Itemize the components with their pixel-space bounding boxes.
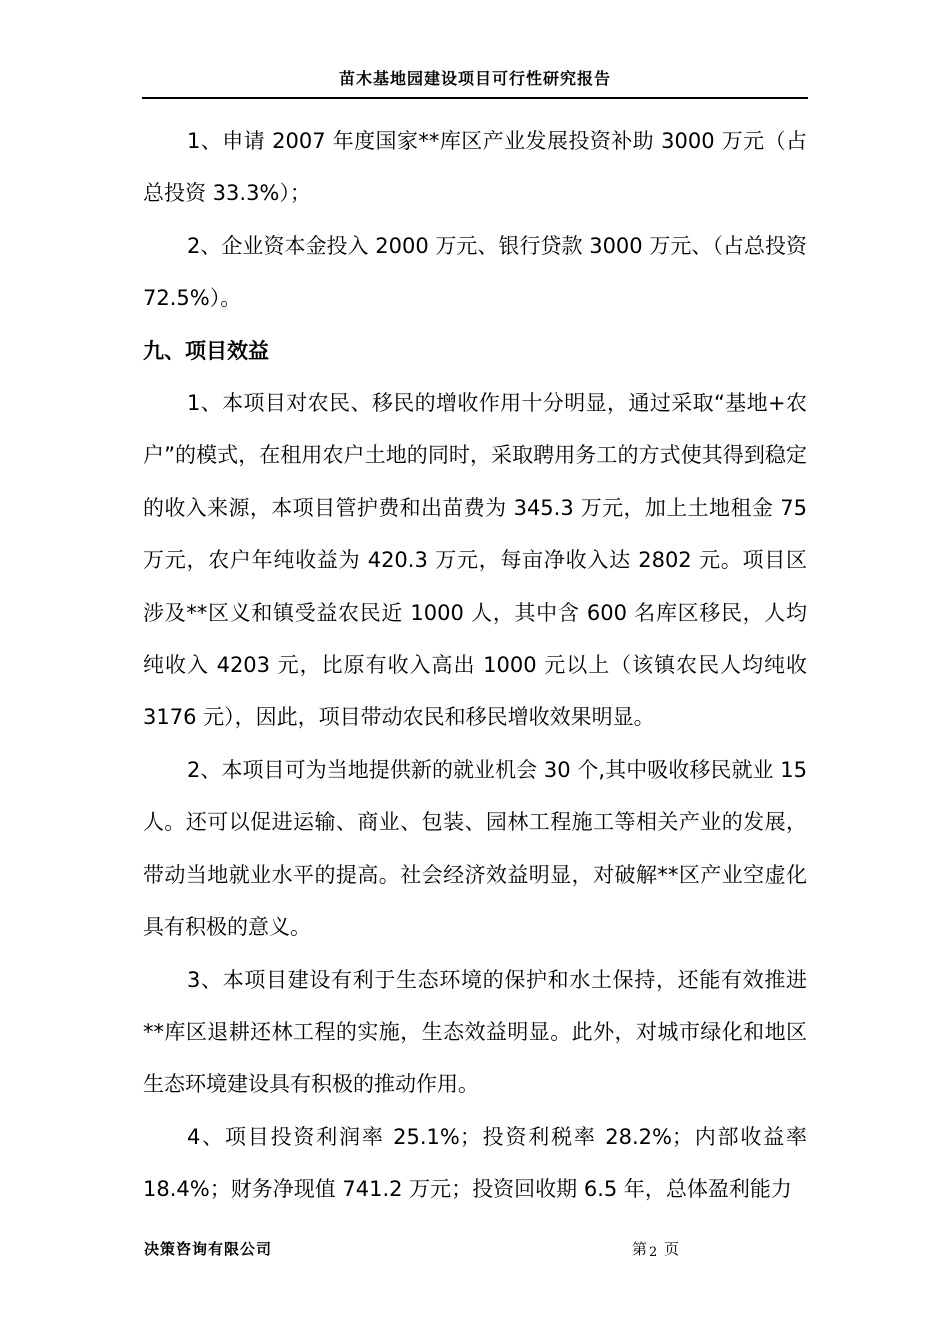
page-header-title: 苗木基地园建设项目可行性研究报告 — [338, 69, 611, 88]
footer-company-name: 决策咨询有限公司 — [144, 1240, 273, 1258]
page-number: 2 — [649, 1245, 658, 1260]
paragraph-benefit-financial: 4、项目投资利润率 25.1%；投资利税率 28.2%；内部收益率 18.4%；财务净现值 741.2 万元；投资回收期 6.5 年，总体盈利能力 — [143, 1124, 807, 1202]
page-suffix: 页 — [664, 1240, 680, 1258]
paragraph-funding-capital-loan: 2、企业资本金投入 2000 万元、银行贷款 3000 万元、（占总投资 72.5%）。 — [143, 233, 807, 311]
paragraph-benefit-income: 1、本项目对农民、移民的增收作用十分明显，通过采取“基地+农户”的模式，在租用农户土地的同时，采取聘用务工的方式使其得到稳定的收入来源，本项目管护费和出苗费为 345.3 万元，加上土地租金 75 万元，农户年纯收益为 420.3 万元，每亩净收入达 2802 元。项目区涉及**区义和镇受益农民近 1000 人，其中含 600 名库区移民，人均纯收入 4203 元，比原有收入高出 1000 元以上（该镇农民人均纯收 3176 元），因此，项目带动农民和移民增收效果明显。 — [143, 391, 807, 730]
paragraph-funding-subsidy: 1、申请 2007 年度国家**库区产业发展投资补助 3000 万元（占总投资 33.3%）； — [143, 129, 807, 206]
footer-page-number — [632, 1238, 679, 1259]
section-heading-project-benefits: 九、项目效益 — [143, 338, 269, 363]
header-divider — [142, 97, 808, 99]
paragraph-benefit-employment: 2、本项目可为当地提供新的就业机会 30 个,其中吸收移民就业 15 人。还可以促进运输、商业、包装、园林工程施工等相关产业的发展，带动当地就业水平的提高。社会经济效益明显，对破解**区产业空虚化具有积极的意义。 — [143, 757, 807, 940]
document-body — [143, 115, 807, 1216]
paragraph-benefit-ecology: 3、本项目建设有利于生态环境的保护和水土保持，还能有效推进**库区退耕还林工程的实施，生态效益明显。此外，对城市绿化和地区生态环境建设具有积极的推动作用。 — [143, 967, 807, 1097]
page-prefix: 第 — [632, 1240, 648, 1258]
